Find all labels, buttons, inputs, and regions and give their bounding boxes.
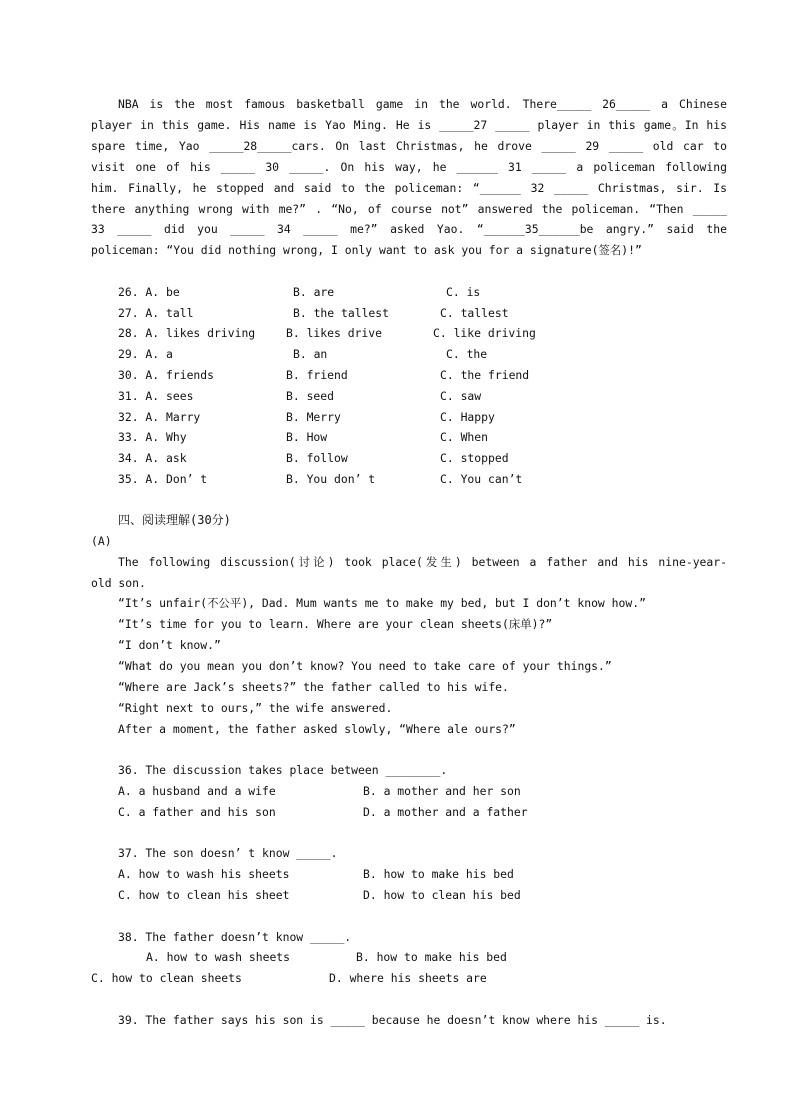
cloze-line-1: NBA is the most famous basketball game in the world. There_____ 26_____ a Chinese — [118, 97, 727, 111]
option-c: C. how to clean his sheet — [118, 888, 290, 902]
option-b: B. likes drive — [286, 326, 383, 340]
option-d: D. where his sheets are — [329, 971, 487, 985]
dialogue-line: After a moment, the father asked slowly, “Where ale ours?” — [118, 722, 516, 736]
option-a: 26. A. be — [118, 285, 180, 299]
option-c: C. stopped — [440, 451, 509, 465]
question-stem: 38. The father doesn’t know _____. — [118, 930, 352, 944]
option-b: B. friend — [286, 368, 348, 382]
option-b: B. Merry — [286, 410, 341, 424]
dialogue-line: “It’s unfair(不公平), Dad. Mum wants me to make my bed, but I don’t know how.” — [118, 596, 646, 610]
option-c: C. how to clean sheets — [91, 971, 242, 985]
dialogue-line: “Where are Jack’s sheets?” the father called to his wife. — [118, 680, 509, 694]
intro-line-2: old son. — [91, 576, 146, 590]
option-b: B. are — [293, 285, 335, 299]
option-c: C. a father and his son — [118, 805, 276, 819]
option-a: 27. A. tall — [118, 306, 194, 320]
dialogue-line: “It’s time for you to learn. Where are your clean sheets(床单)?” — [118, 617, 553, 631]
cloze-line-6: there anything wrong with me?” . “No, of course not” answered the policeman. “Then _____ — [91, 202, 727, 216]
option-d: D. how to clean his bed — [363, 888, 521, 902]
intro-line-1: The following discussion(讨论) took place(发生) between a father and his nine-year- — [118, 555, 727, 569]
option-a: A. how to wash his sheets — [118, 867, 290, 881]
option-b: B. an — [293, 347, 328, 361]
question-stem: 39. The father says his son is _____ because he doesn’t know where his _____ is. — [118, 1013, 667, 1027]
option-a: 35. A. Don’ t — [118, 472, 208, 486]
cloze-line-4: visit one of his _____ 30 _____. On his way, he ______ 31 _____ a policeman following — [91, 160, 727, 174]
option-b: B. You don’ t — [286, 472, 376, 486]
option-b: B. how to make his bed — [356, 950, 507, 964]
question-stem: 36. The discussion takes place between ________. — [118, 763, 448, 777]
option-b: B. how to make his bed — [363, 867, 514, 881]
option-b: B. How — [286, 430, 328, 444]
option-c: C. the friend — [440, 368, 530, 382]
cloze-line-7: 33 _____ did you _____ 34 _____ me?” asked Yao. “______35______be angry.” said the — [91, 222, 727, 236]
dialogue-line: “I don’t know.” — [118, 638, 221, 652]
option-a: 29. A. a — [118, 347, 173, 361]
option-a: 28. A. likes driving — [118, 326, 256, 340]
question-stem: 37. The son doesn’ t know _____. — [118, 846, 338, 860]
option-a: 33. A. Why — [118, 430, 187, 444]
option-c: C. You can’t — [440, 472, 523, 486]
cloze-line-5: him. Finally, he stopped and said to the policeman: “______ 32 _____ Christmas, sir. Is — [91, 181, 727, 195]
option-d: D. a mother and a father — [363, 805, 528, 819]
option-c: C. like driving — [433, 326, 536, 340]
cloze-line-2: player in this game. His name is Yao Ming. He is _____27 _____ player in this game。In his — [91, 118, 727, 132]
option-a: 30. A. friends — [118, 368, 215, 382]
section-title: 四、阅读理解(30分) — [118, 513, 231, 527]
option-c: C. tallest — [440, 306, 509, 320]
option-b: B. the tallest — [293, 306, 390, 320]
option-a: 32. A. Marry — [118, 410, 201, 424]
passage-label: (A) — [91, 534, 112, 548]
option-b: B. a mother and her son — [363, 784, 521, 798]
option-a: 34. A. ask — [118, 451, 187, 465]
cloze-line-8: policeman: “You did nothing wrong, I only want to ask you for a signature(签名)!” — [91, 243, 642, 257]
option-c: C. When — [440, 430, 489, 444]
option-b: B. seed — [286, 389, 335, 403]
option-c: C. Happy — [440, 410, 495, 424]
option-c: C. saw — [440, 389, 482, 403]
option-a: 31. A. sees — [118, 389, 194, 403]
cloze-line-3: spare time, Yao _____28_____cars. On last Christmas, he drove _____ 29 _____ old car to — [91, 139, 727, 153]
option-a: A. how to wash sheets — [146, 950, 291, 964]
dialogue-line: “What do you mean you don’t know? You need to take care of your things.” — [118, 659, 612, 673]
option-c: C. is — [446, 285, 481, 299]
option-c: C. the — [446, 347, 488, 361]
option-a: A. a husband and a wife — [118, 784, 276, 798]
dialogue-line: “Right next to ours,” the wife answered. — [118, 701, 393, 715]
option-b: B. follow — [286, 451, 348, 465]
